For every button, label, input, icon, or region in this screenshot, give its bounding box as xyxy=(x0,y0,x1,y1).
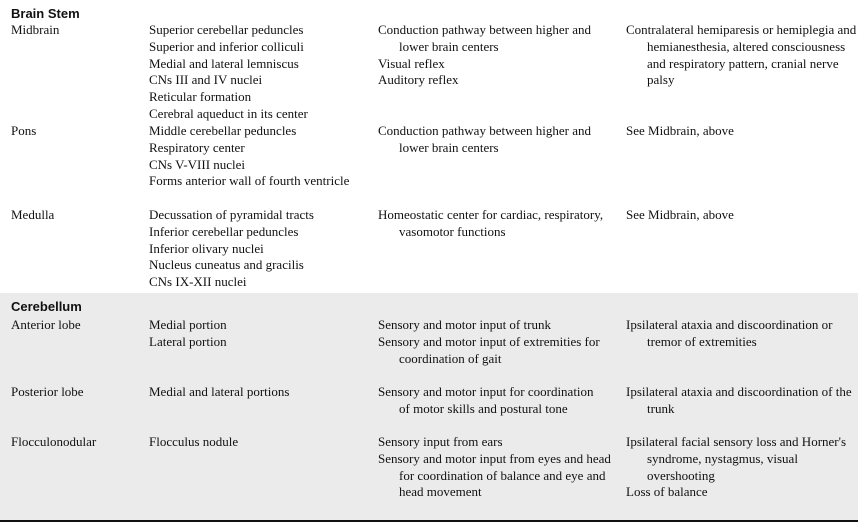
dysfunction-item: Ipsilateral facial sensory loss and Horner's syndrome, nystagmus, visual overshooting xyxy=(626,434,847,483)
dysfunction-cell xyxy=(626,207,854,224)
structure-item: Superior cerebellar peduncles xyxy=(149,22,304,37)
functions-cell xyxy=(378,123,618,157)
structure-item: Respiratory center xyxy=(149,139,245,155)
function-item: Sensory and motor input from eyes and head for coordination of balance and eye and head movement xyxy=(378,450,611,500)
structure-item: Middle cerebellar peduncles xyxy=(149,123,297,138)
function-item: Conduction pathway between higher and lower brain centers xyxy=(378,123,591,155)
dysfunction-cell xyxy=(626,22,857,89)
dysfunction-cell xyxy=(626,123,854,140)
structure-item: CNs III and IV nuclei xyxy=(149,72,263,88)
structure-item: Cerebral aqueduct in its center xyxy=(149,105,308,121)
function-item: Auditory reflex xyxy=(378,72,459,88)
structure-item: Flocculus nodule xyxy=(149,434,239,449)
structure-item: Medial and lateral portions xyxy=(149,384,290,399)
structure-item: CNs IX-XII nuclei xyxy=(149,274,247,290)
section-title: Cerebellum xyxy=(11,299,82,314)
dysfunction-item: See Midbrain, above xyxy=(626,207,734,222)
region-cell: Pons xyxy=(11,123,37,138)
structure-item: Decussation of pyramidal tracts xyxy=(149,207,314,222)
section-cerebellum xyxy=(0,293,858,520)
dysfunction-item: Contralateral hemiparesis or hemiplegia and hemianesthesia, altered consciousness and respiratory pattern, cranial nerve palsy xyxy=(626,22,857,88)
region-cell: Anterior lobe xyxy=(11,317,81,332)
functions-cell xyxy=(378,207,618,241)
structures-cell xyxy=(149,317,369,351)
section-title: Brain Stem xyxy=(11,6,80,21)
function-item: Sensory and motor input of extremities for coordination of gait xyxy=(378,333,600,366)
structure-item: Lateral portion xyxy=(149,333,227,349)
dysfunction-cell xyxy=(626,317,854,351)
structures-cell xyxy=(149,22,369,123)
dysfunction-item: Ipsilateral ataxia and discoordination of the trunk xyxy=(626,384,852,416)
dysfunction-item: Ipsilateral ataxia and discoordination or tremor of extremities xyxy=(626,317,833,349)
structure-item: Superior and inferior colliculi xyxy=(149,38,304,54)
dysfunction-item: See Midbrain, above xyxy=(626,123,734,138)
functions-cell xyxy=(378,22,618,89)
function-item: Sensory input from ears xyxy=(378,434,503,449)
dysfunction-cell xyxy=(626,384,854,418)
structure-item: Medial and lateral lemniscus xyxy=(149,55,299,71)
dysfunction-cell xyxy=(626,434,854,501)
functions-cell xyxy=(378,384,618,418)
region-cell: Flocculonodular xyxy=(11,434,97,449)
structures-cell xyxy=(149,207,369,291)
structure-item: Nucleus cuneatus and gracilis xyxy=(149,257,304,273)
region-cell: Midbrain xyxy=(11,22,60,37)
function-item: Conduction pathway between higher and lower brain centers xyxy=(378,22,591,54)
region-cell: Posterior lobe xyxy=(11,384,84,399)
functions-cell xyxy=(378,434,618,501)
structures-cell xyxy=(149,123,369,190)
function-item: Visual reflex xyxy=(378,55,445,71)
function-item: Sensory and motor input for coordination of motor skills and postural tone xyxy=(378,384,594,416)
dysfunction-item: Loss of balance xyxy=(626,484,708,500)
structures-cell xyxy=(149,384,369,401)
structure-item: CNs V-VIII nuclei xyxy=(149,156,246,172)
structure-item: Inferior cerebellar peduncles xyxy=(149,223,299,239)
structure-item: Medial portion xyxy=(149,317,227,332)
functions-cell xyxy=(378,317,618,367)
structure-item: Reticular formation xyxy=(149,89,252,105)
region-cell: Medulla xyxy=(11,207,55,222)
table-bottom-rule xyxy=(0,520,858,522)
structure-item: Inferior olivary nuclei xyxy=(149,240,264,256)
function-item: Sensory and motor input of trunk xyxy=(378,317,551,332)
structure-item: Forms anterior wall of fourth ventricle xyxy=(149,173,350,189)
structures-cell xyxy=(149,434,369,451)
function-item: Homeostatic center for cardiac, respiratory, vasomotor functions xyxy=(378,207,604,239)
